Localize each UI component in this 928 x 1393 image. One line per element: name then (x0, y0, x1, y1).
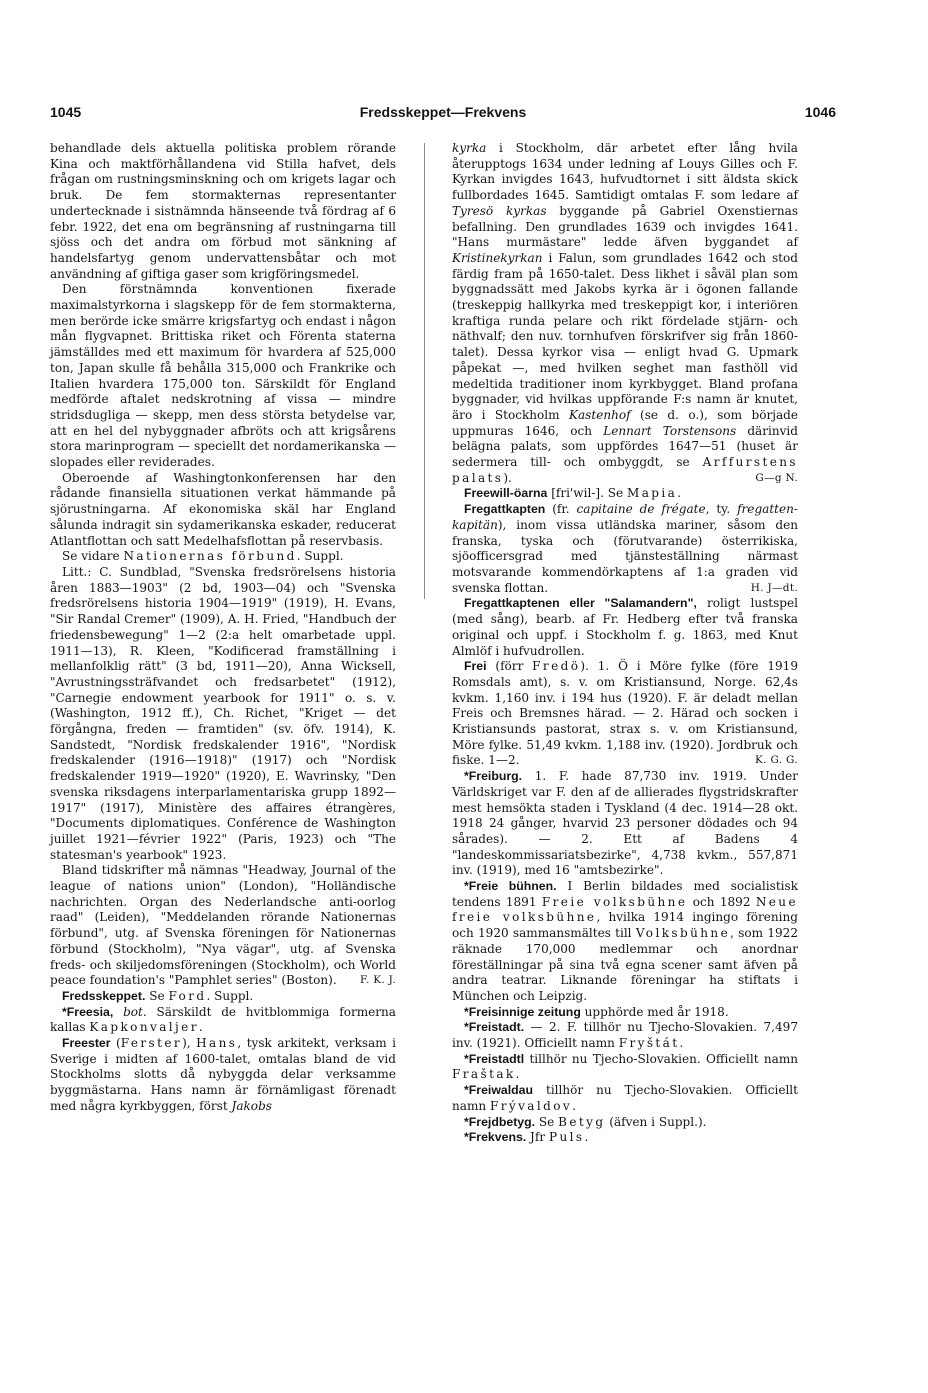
entry-headword: *Frekvens. (464, 1130, 527, 1145)
text-run: och 1892 (687, 894, 756, 909)
left-column (50, 141, 400, 1115)
paragraph-r9 (452, 1020, 802, 1051)
text-run: Kapkonvaljer (89, 1020, 199, 1035)
author-signature: K. G. G. (755, 754, 798, 767)
text-run: , ty. (705, 502, 738, 517)
paragraph-r6 (452, 769, 802, 879)
text-run: Ferster (120, 1036, 183, 1051)
text-run: Jakobs (231, 1098, 272, 1113)
text-run: (se d. o.), som började uppmuras 1646, och (452, 407, 802, 438)
text-run: (fr. (545, 502, 577, 517)
text-run: tillhör nu Tjecho-Slovakien. Officiellt namn (524, 1051, 802, 1066)
page-header (50, 103, 836, 123)
text-run: Fredö (532, 659, 581, 674)
text-run: Neue freie volksbühne (452, 894, 798, 925)
column-divider (424, 143, 425, 599)
paragraph-r5 (452, 659, 802, 769)
text-run: (äfven i Suppl.). (605, 1114, 707, 1129)
paragraph-r1 (452, 141, 802, 486)
text-run: roligt lustspel (med sång), bearb. af Fr. Hedberg efter två franska original och uppf. i Stockholm f. g. 1863, med Knut Almlöf i hufvudrollen. (452, 596, 802, 658)
text-run: Frývaldov (489, 1098, 573, 1113)
text-run: fregatten-kapitän (452, 502, 798, 532)
text-run: därinvid belägna palats, som uppfördes 1647—51 (huset är sedermera till- och ombyggdt, se (452, 423, 802, 470)
text-run: Puls (548, 1130, 585, 1145)
entry-headword: *Freistadt. (464, 1020, 525, 1035)
paragraph-r10 (452, 1051, 802, 1083)
entry-headword: Freewill-öarna (464, 486, 548, 501)
text-run: Kristinekyrkan (452, 250, 543, 265)
text-run: Litt.: C. Sundblad, "Svenska fredsrörelsens historia åren 1883—1903" (2 bd, 1903—04) och "Svenska fredsrörelsens historia 1904—1919" (1919), H. Evans, "Sir Randal Cremer" (1909), A. H. Fried, "Handbuch der friedensbewegung" 1—2 (2:a helt omarbetade uppl. 1911—13), R. Kleen, "Kodificerad framställning i mellanfolklig rätt" (3 bd, 1911—20), Anna Wicksell, "Avrustningssträfvandet och fredsarbetet" (1912), "Carnegie endowment yearbook for 1911" o. s. v. (Washington, 1912 ff.), Ch. Richet, "Kriget — det förgångna, freden — framtiden" (sv. öfv. 1914), K. Sandstedt, "Nordisk fredskalender 1916", "Nordisk fredskalender (1916—1918)" (1917) och "Nordisk fredskalender 1919—1920" (1920), E. Wavrinsky, "Den svenska riksdagens interparlamentariska grupp 1892—1917" (1917), Ministère des affaires étrangères, "Documents diplomatiques. Conférence de Washington juillet 1921—février 1922" (Paris, 1923) och "The statesman's yearbook" 1923. (50, 564, 400, 862)
author-signature: F. K. J. (360, 974, 396, 987)
paragraph-r13 (452, 1130, 798, 1146)
text-run: 1. F. hade 87,730 inv. 1919. Under Världskriget var F. den af de allierades flygstridskrafter mest hemsökta staden i Tyskland (4 dec. 1914—28 okt. 1918 24 gånger, hvarvid 23 personer dödades och 94 sårades). — 2. Ett af Badens 4 "landeskommissariatsbezirke", 4,738 kvkm., 557,871 inv. (1919), med 16 "amtsbezirke". (452, 769, 802, 878)
text-run: Oberoende af Washingtonkonferensen har den rådande finansiella situationen verkat hämmande på sjörustningarna. Af ekonomiska skäl har England sålunda indragit sin sydamerikanska eskader, reducerat Atlantflottan och satt Medelhafsflottan på reservbasis. (50, 470, 400, 548)
text-run: Se (145, 988, 169, 1003)
text-run: . (584, 1130, 589, 1145)
text-run: Tyresö kyrkas (452, 203, 547, 218)
text-run: bot. (123, 1004, 147, 1019)
text-run: ( (110, 1036, 121, 1051)
page-number-right: 1046 (804, 104, 836, 120)
running-head-title: Fredsskeppet—Frekvens (359, 104, 527, 120)
entry-headword: Fregattkapten (464, 502, 546, 517)
text-run: kyrka (452, 141, 487, 155)
entry-headword: *Freiburg. (464, 769, 523, 784)
entry-headword: *Freiwaldau (464, 1083, 534, 1098)
entry-headword: Fredsskeppet. (62, 988, 146, 1003)
text-run: ), (182, 1036, 197, 1051)
paragraph-p9 (50, 1036, 400, 1115)
text-run: behandlade dels aktuella politiska problem rörande Kina och maktförhållandena vid Stilla hafvet, dels frågan om rustningsminskning och om krigets lagar och bruk. De fem stormakternas representanter undertecknade i sistnämnda hänseende två fördrag af 6 febr. 1922, det ena om begränsning af rustningarna till sjöss och det andra om förbud mot sänkning af handelsfartyg genom undervattensbåtar och mot användning af giftiga gaser som krigföringsmedel. (50, 141, 400, 281)
paragraph-p7 (50, 989, 396, 1005)
text-run: . (515, 1067, 520, 1082)
text-run: [fri'wil-]. Se (547, 486, 627, 501)
entry-headword: Fregattkaptenen eller "Salamandern", (464, 596, 697, 611)
text-run: i Stockholm, där arbetet efter lång hvila återupptogs 1634 under ledning af Louys Gilles och F. Kyrkan invigdes 1643, hufvudtornet i sitt äldsta skick fullbordades 1645. Samtidigt omtalas F. som ledare af (452, 141, 802, 203)
text-run: Lennart Torstensons (603, 423, 737, 438)
text-run: Mapia (626, 486, 678, 501)
paragraph-p1 (50, 141, 400, 282)
text-run: Se vidare (62, 549, 124, 564)
text-run: tillhör nu Tjecho-Slovakien. Officiellt namn (452, 1083, 802, 1113)
text-run: Kastenhof (569, 407, 631, 422)
text-run: Arffurstens palats (452, 455, 798, 485)
paragraph-p6 (50, 863, 400, 989)
text-run: Särskildt de hvitblommiga formerna kallas (50, 1004, 400, 1035)
text-run: , som 1922 räknade 170,000 medlemmar och anordnar föreställningar på sina två egna scener samt äfven på andra teatrar. Liknande föreningar ha stiftats i München och Leipzig. (452, 926, 802, 1003)
text-run: . Suppl. (296, 549, 344, 564)
text-run: . (198, 1020, 203, 1035)
paragraph-r4 (452, 596, 802, 659)
text-run: ). 1. Ö i Möre fylke (före 1919 Romsdals amt), s. v. om Kristiansund, Norge. 62,4s kvkm. 1,160 inv. i 194 hus (1920). F. är deladt mellan Freis och Bremsnes härad. — 2. Härad och socken i Kristiansunds pastorat, strax s. v. om Kristiansund, Möre fylke. 51,49 kvkm. 1,188 inv. (1920). Jordbruk och fiske. 1—2. (452, 659, 802, 768)
text-run: ). (503, 470, 512, 485)
text-run (113, 1005, 123, 1019)
entry-headword: *Frejdbetyg. (464, 1114, 536, 1129)
text-run: Ford (168, 988, 207, 1003)
text-run: I Berlin bildades med socialistisk tendens 1891 (452, 879, 802, 909)
text-run: Volksbühne (635, 926, 731, 941)
text-run: Jfr (526, 1130, 549, 1145)
paragraph-p5 (50, 564, 400, 863)
entry-headword: *Freesia, (62, 1004, 114, 1019)
paragraph-r11 (452, 1083, 802, 1114)
text-run: byggande på Gabriel Oxenstiernas befallning. Den grundlades 1639 och invigdes 1641. "Hans murmästare" ledde äfven byggandet af (452, 203, 802, 250)
paragraph-p8 (50, 1004, 400, 1036)
entry-headword: *Freie bühnen. (464, 879, 557, 894)
text-run: . (679, 1036, 684, 1051)
text-run: ), inom vissa utländska mariner, såsom den franska, tyska och (förutvarande) österrikiska, sjöofficersgrad med tjänsteställning närmast motsvarande kommendörkaptens af 1:a graden vid svenska flottan. (452, 517, 802, 595)
text-run: , hvilka 1914 ingingo förening och 1920 sammansmältes till (452, 910, 802, 941)
paragraph-r3 (452, 502, 802, 596)
text-run: , tysk arkitekt, verksam i Sverige i midten af 1600-talet, omtalas bland de vid Stockholms slotts då nybyggda delar verksamme byggmästarna. Hans namn är förnämligast förenadt med några kyrkbyggen, först (50, 1036, 400, 1113)
entry-headword: Frei (464, 659, 487, 674)
paragraph-p4 (50, 549, 396, 565)
right-column (452, 141, 802, 1146)
page-number-left: 1045 (50, 104, 82, 120)
entry-headword: *Freistadtl (464, 1051, 525, 1066)
text-run: Nationernas förbund (123, 549, 297, 564)
text-run: Freie volksbühne (541, 894, 688, 909)
text-run: . Suppl. (206, 988, 254, 1003)
author-signature: H. J—dt. (750, 581, 798, 594)
text-run: (förr (486, 659, 533, 674)
paragraph-r2 (452, 486, 798, 502)
paragraph-r7 (452, 879, 802, 1005)
text-run: Hans (196, 1036, 238, 1051)
paragraph-p3 (50, 470, 400, 550)
text-run: upphörde med år 1918. (580, 1004, 729, 1019)
paragraph-r8 (452, 1005, 798, 1021)
text-run: i Falun, som grundlades 1642 och stod färdig fram på 1650-talet. Dess likhet i såväl plan som byggnadssätt med Jakobs kyrka är i ögonen fallande (treskeppig hallkyrka med treskeppigt kor, i interiören kraftiga runda pelare och rikt fördelade stjärn- och näthvalf; den nuv. tornhufven förskrifver sig från 1860-talet). Dessa kyrkor visa — enligt hvad G. Upmark påpekat —, med hvilken seghet man fasthöll vid medeltida traditioner inom kyrkbygget. Bland profana byggnader, vid hvilkas uppförande F:s namn är knutet, äro i Stockholm (452, 250, 802, 422)
paragraph-r12 (452, 1115, 798, 1131)
text-run: Bland tidskrifter må nämnas "Headway, Journal of the league of nations union" (London), "Holländische nachrichten. Organ des Nederlandsche anti-oorlog raad" (Leiden), "Meddelanden rörande Nationernas förbund", utg. af Svenska föreningen för Nationernas förbund (Stockholm), "Nya vägar", utg. af Svenska freds- och skiljedomsföreningen (Stockholm), och World peace foundation's "Pamphlet series" (Boston). (50, 863, 400, 988)
paragraph-p2 (50, 282, 400, 470)
text-run: . (572, 1098, 576, 1113)
entry-headword: Freester (62, 1036, 111, 1051)
text-run: Betyg (558, 1114, 606, 1129)
text-run: capitaine de frégate (576, 502, 706, 517)
text-run: . (677, 486, 682, 501)
text-run: Se (535, 1114, 559, 1129)
text-run: — 2. F. tillhör nu Tjecho-Slovakien. 7,497 inv. (1921). Officiellt namn (452, 1020, 802, 1051)
entry-headword: *Freisinnige zeitung (464, 1004, 581, 1019)
text-run: Den förstnämnda konventionen fixerade maximalstyrkorna i slagskepp för de fem stormakterna, men berörde icke smärre krigsfartyg och endast i någon mån flygvapnet. Brittiska riket och Förenta staterna jämställdes med ett maximum för hvardera af 525,000 ton, Japan skulle få behålla 315,000 och Frankrike och Italien hvardera 175,000 ton. Särskildt för England medförde aftalet nedskrotning af vissa — mindre stridsdugliga — skepp, men dess största betydelse var, att en hel del nybyggnader afbröts och att krigsårens stora marinprogram — speciellt det nordamerikanska — slopades eller reviderades. (50, 282, 400, 470)
text-run: Fraštak (452, 1067, 516, 1082)
text-run: Fryštát (618, 1036, 680, 1051)
author-signature: G—g N. (755, 471, 798, 484)
